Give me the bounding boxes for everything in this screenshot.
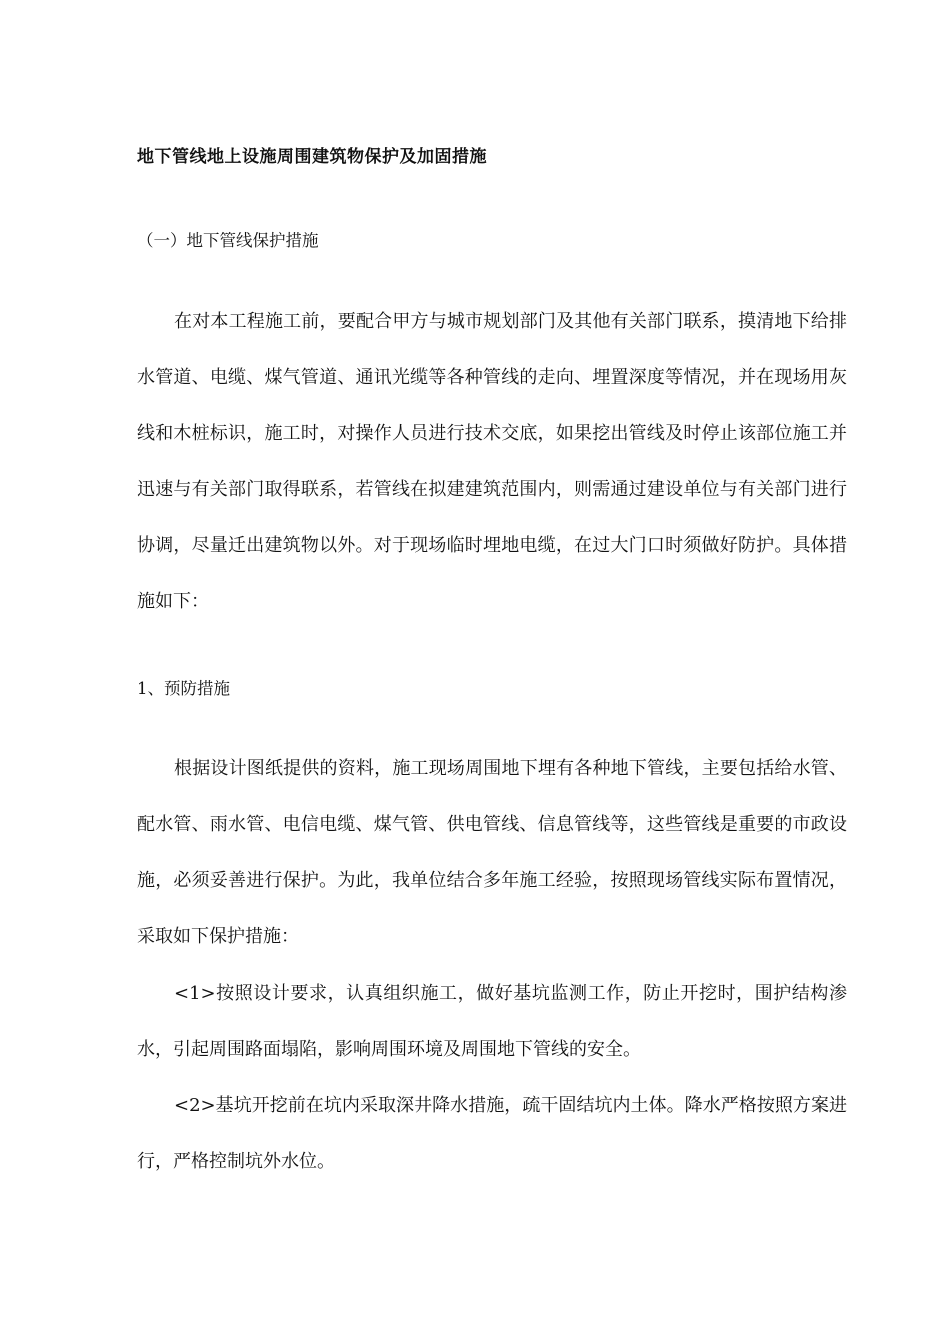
- paragraph-prevention: 根据设计图纸提供的资料，施工现场周围地下埋有各种地下管线，主要包括给水管、配水管、雨水管、电信电缆、煤气管、供电管线、信息管线等，这些管线是重要的市政设施，必须妥善进行保护。为此，我单位结合多年施工经验，按照现场管线实际布置情况，采取如下保护措施：: [137, 758, 847, 947]
- subheading-prevention: 1、预防措施: [137, 679, 230, 698]
- list-item-1: <1>按照设计要求，认真组织施工，做好基坑监测工作，防止开挖时，围护结构渗水，引起周围路面塌陷，影响周围环境及周围地下管线的安全。: [137, 983, 847, 1060]
- list-item-2: <2>基坑开挖前在坑内采取深井降水措施，疏干固结坑内土体。降水严格按照方案进行，严格控制坑外水位。: [137, 1095, 847, 1172]
- document-title: 地下管线地上设施周围建筑物保护及加固措施: [137, 147, 487, 167]
- section-heading: （一）地下管线保护措施: [137, 231, 319, 250]
- paragraph-intro: 在对本工程施工前，要配合甲方与城市规划部门及其他有关部门联系，摸清地下给排水管道、电缆、煤气管道、通讯光缆等各种管线的走向、埋置深度等情况，并在现场用灰线和木桩标识，施工时，对操作人员进行技术交底，如果挖出管线及时停止该部位施工并迅速与有关部门取得联系，若管线在拟建建筑范围内，则需通过建设单位与有关部门进行协调，尽量迁出建筑物以外。对于现场临时埋地电缆，在过大门口时须做好防护。具体措施如下：: [137, 311, 847, 612]
